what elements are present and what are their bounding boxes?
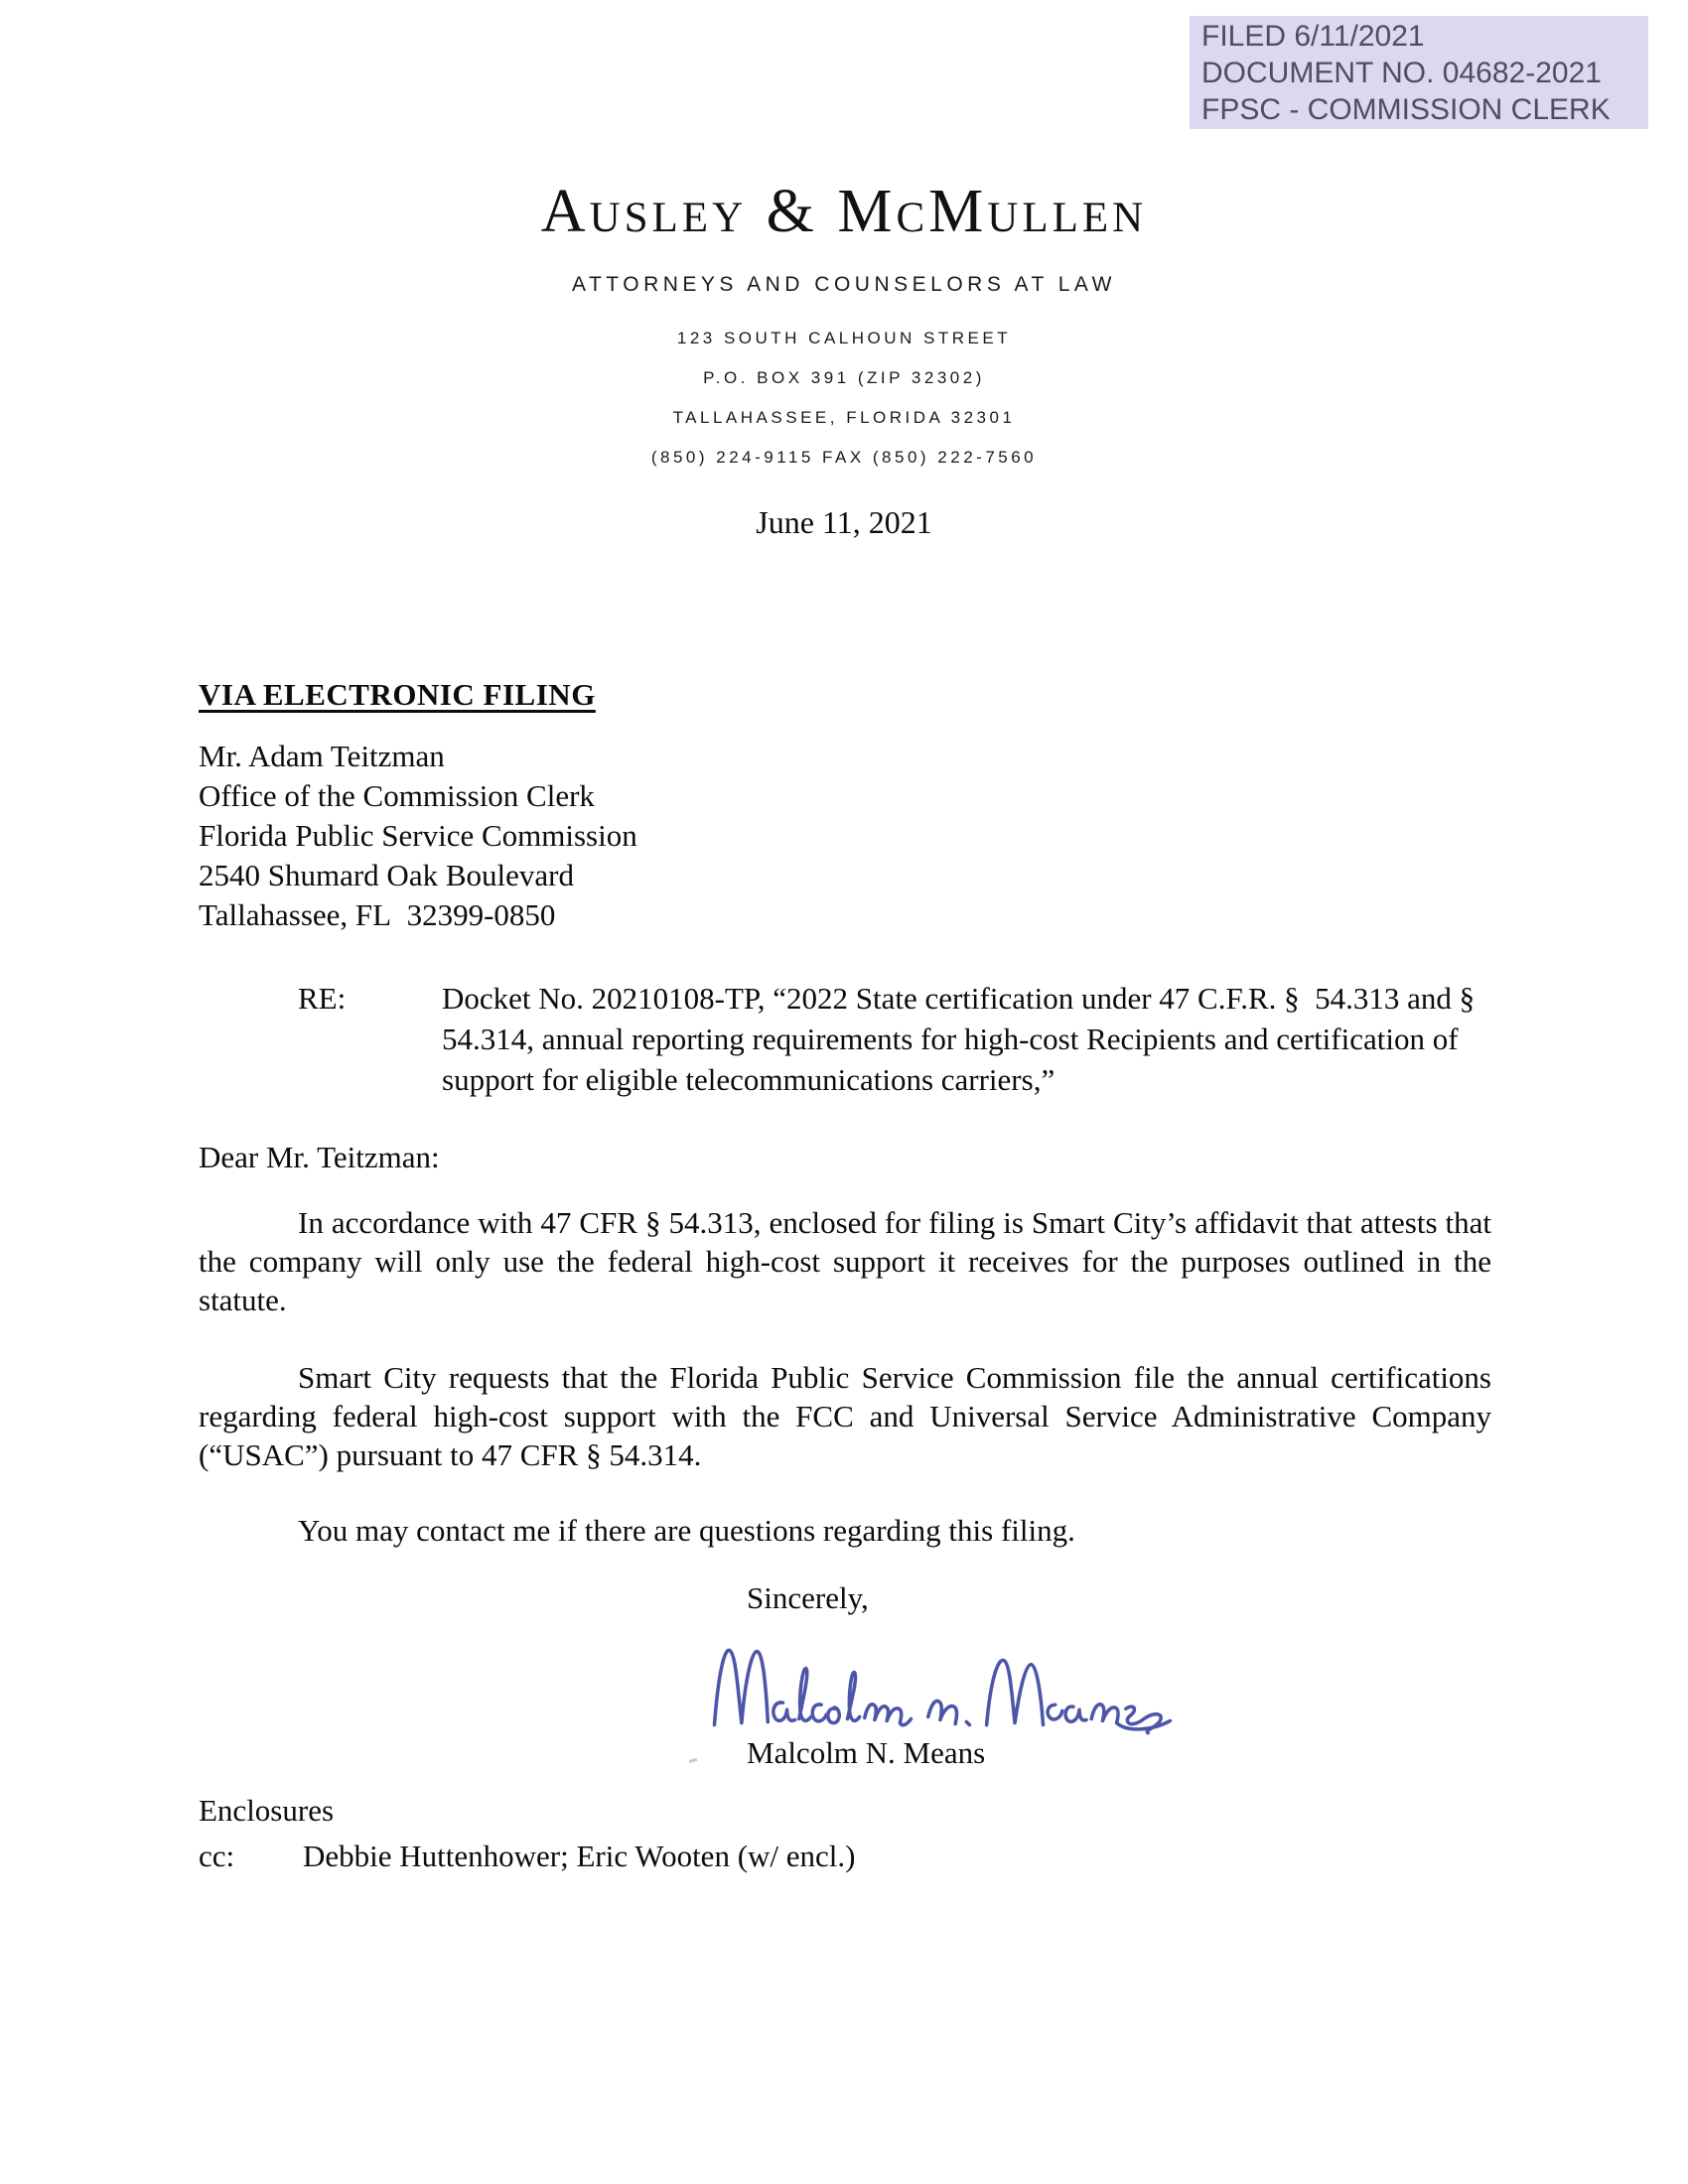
body-paragraph-1: In accordance with 47 CFR § 54.313, enclosed for filing is Smart City’s affidavit that attests that the company will only use the federal high-cost support it receives for the purposes outlined in the statute. (199, 1205, 1491, 1317)
enclosures-note: Enclosures (199, 1793, 335, 1828)
delivery-method-heading: VIA ELECTRONIC FILING (199, 677, 596, 712)
recipient-office: Office of the Commission Clerk (199, 778, 595, 813)
stamp-clerk: FPSC - COMMISSION CLERK (1201, 93, 1611, 126)
stamp-document-no: DOCUMENT NO. 04682-2021 (1201, 57, 1602, 89)
cc-line (199, 1839, 856, 1874)
firm-address-city: TALLAHASSEE, FLORIDA 32301 (672, 408, 1016, 427)
letter-date: June 11, 2021 (756, 504, 932, 540)
scan-artifact (689, 1758, 698, 1763)
cc-names: Debbie Huttenhower; Eric Wooten (w/ encl.) (303, 1839, 856, 1873)
recipient-name: Mr. Adam Teitzman (199, 739, 445, 773)
signer-typed-name: Malcolm N. Means (747, 1735, 986, 1770)
recipient-address-block (199, 737, 637, 935)
firm-address-phone: (850) 224-9115 FAX (850) 222-7560 (650, 448, 1038, 467)
re-block (298, 978, 1492, 1100)
body-paragraph-3: You may contact me if there are questions regarding this filing. (298, 1513, 1075, 1548)
stamp-filed-date: FILED 6/11/2021 (1201, 20, 1425, 53)
recipient-agency: Florida Public Service Commission (199, 818, 637, 853)
firm-address-street: 123 SOUTH CALHOUN STREET (676, 329, 1012, 347)
valediction: Sincerely, (747, 1580, 869, 1615)
re-label: RE: (298, 981, 347, 1016)
body-paragraph-2: Smart City requests that the Florida Public Service Commission file the annual certifications regarding federal high-cost support with the FCC and Universal Service Administrative Company (“USAC”) pursuant to 47 CFR § 54.314. (199, 1360, 1491, 1472)
salutation: Dear Mr. Teitzman: (199, 1140, 440, 1174)
firm-name: Ausley & McMullen (540, 178, 1148, 245)
cc-label: cc: (199, 1839, 235, 1873)
recipient-street: 2540 Shumard Oak Boulevard (199, 858, 574, 892)
filing-stamp (1190, 16, 1648, 129)
recipient-city-zip: Tallahassee, FL 32399-0850 (199, 897, 556, 932)
firm-tagline: ATTORNEYS AND COUNSELORS AT LAW (572, 273, 1116, 296)
firm-address (0, 319, 1688, 478)
letterhead (0, 177, 1688, 478)
firm-address-pobox: P.O. BOX 391 (ZIP 32302) (703, 368, 985, 387)
re-text: Docket No. 20210108-TP, “2022 State certification under 47 C.F.R. § 54.313 and § 54.314, annual reporting requirements for high-cost Recipients and certification of support for eligible telecommunications carriers,” (442, 981, 1476, 1097)
